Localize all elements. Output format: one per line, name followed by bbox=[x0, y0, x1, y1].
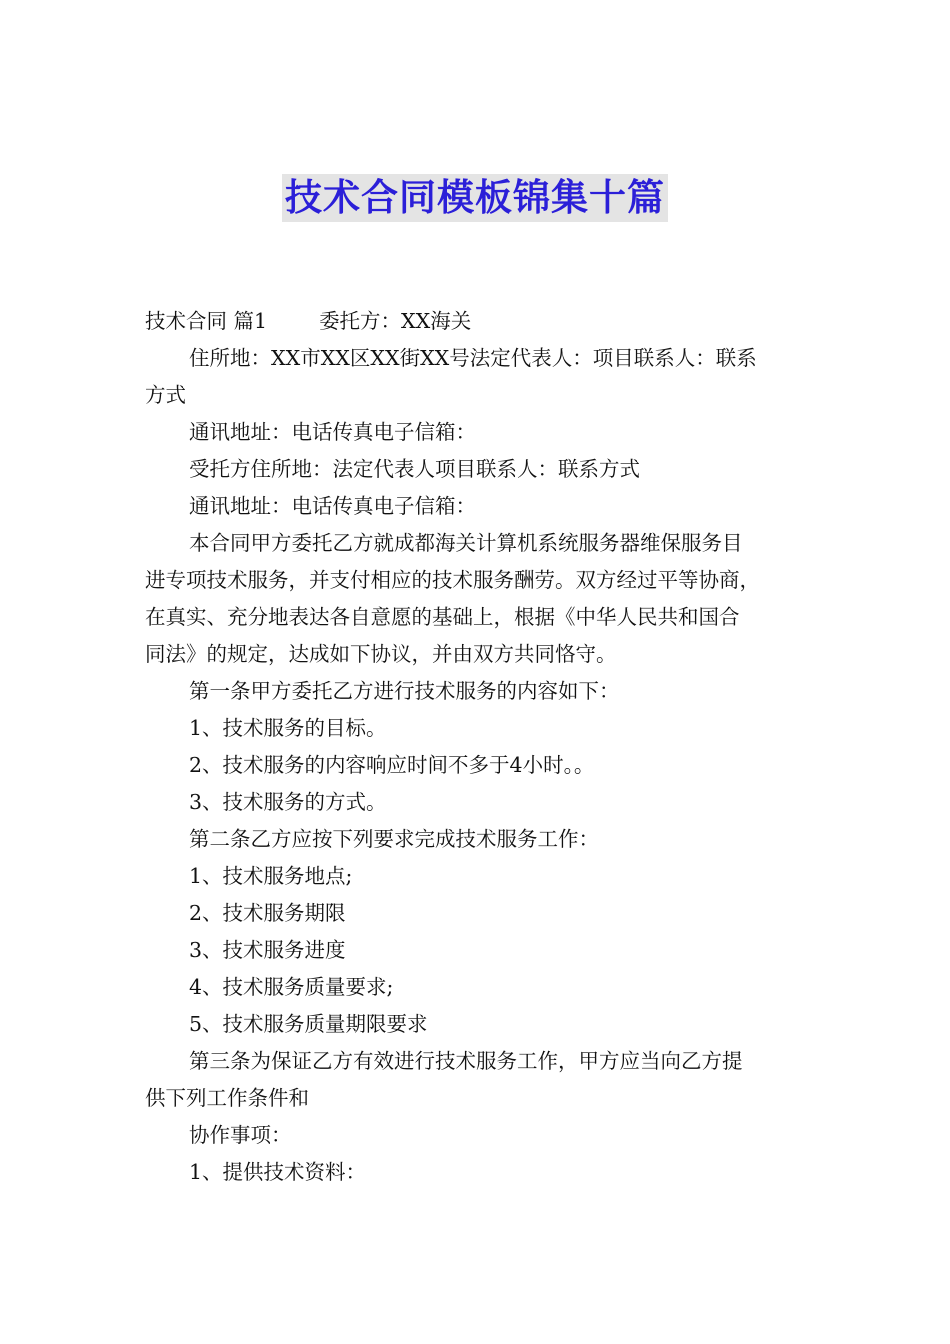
list-item: 4、技术服务质量要求; bbox=[189, 975, 394, 999]
list-item: 2、技术服务的内容响应时间不多于4小时。。 bbox=[189, 753, 595, 777]
list-item: 1、技术服务的目标。 bbox=[189, 716, 387, 740]
paragraph: 住所地：XX市XX区XX街XX号法定代表人：项目联系人：联系 bbox=[189, 346, 757, 370]
title-wrapper bbox=[0, 174, 950, 222]
paragraph: 第一条甲方委托乙方进行技术服务的内容如下： bbox=[189, 679, 620, 703]
list-item: 3、技术服务进度 bbox=[189, 938, 346, 962]
paragraph: 第三条为保证乙方有效进行技术服务工作，甲方应当向乙方提 bbox=[189, 1049, 743, 1073]
section-heading: 技术合同 篇1 bbox=[145, 309, 268, 333]
list-item: 1、技术服务地点; bbox=[189, 864, 353, 888]
paragraph: 在真实、充分地表达各自意愿的基础上，根据《中华人民共和国合 bbox=[145, 605, 740, 629]
document-title: 技术合同模板锦集十篇 bbox=[282, 174, 668, 222]
paragraph: 方式 bbox=[145, 383, 186, 407]
document-body bbox=[145, 303, 815, 1191]
client-name: 委托方：XX海关 bbox=[319, 309, 472, 333]
paragraph: 通讯地址：电话传真电子信箱： bbox=[189, 420, 476, 444]
paragraph: 第二条乙方应按下列要求完成技术服务工作： bbox=[189, 827, 599, 851]
paragraph: 本合同甲方委托乙方就成都海关计算机系统服务器维保服务目 bbox=[189, 531, 743, 555]
list-item: 1、提供技术资料： bbox=[189, 1160, 367, 1184]
heading-line bbox=[145, 303, 815, 340]
list-item: 2、技术服务期限 bbox=[189, 901, 346, 925]
paragraph: 供下列工作条件和 bbox=[145, 1086, 309, 1110]
list-item: 3、技术服务的方式。 bbox=[189, 790, 387, 814]
paragraph: 通讯地址：电话传真电子信箱： bbox=[189, 494, 476, 518]
paragraph: 进专项技术服务，并支付相应的技术服务酬劳。双方经过平等协商， bbox=[145, 568, 760, 592]
list-item: 5、技术服务质量期限要求 bbox=[189, 1012, 428, 1036]
paragraph: 受托方住所地：法定代表人项目联系人：联系方式 bbox=[189, 457, 640, 481]
paragraph: 同法》的规定，达成如下协议，并由双方共同恪守。 bbox=[145, 642, 617, 666]
paragraph: 协作事项： bbox=[189, 1123, 292, 1147]
